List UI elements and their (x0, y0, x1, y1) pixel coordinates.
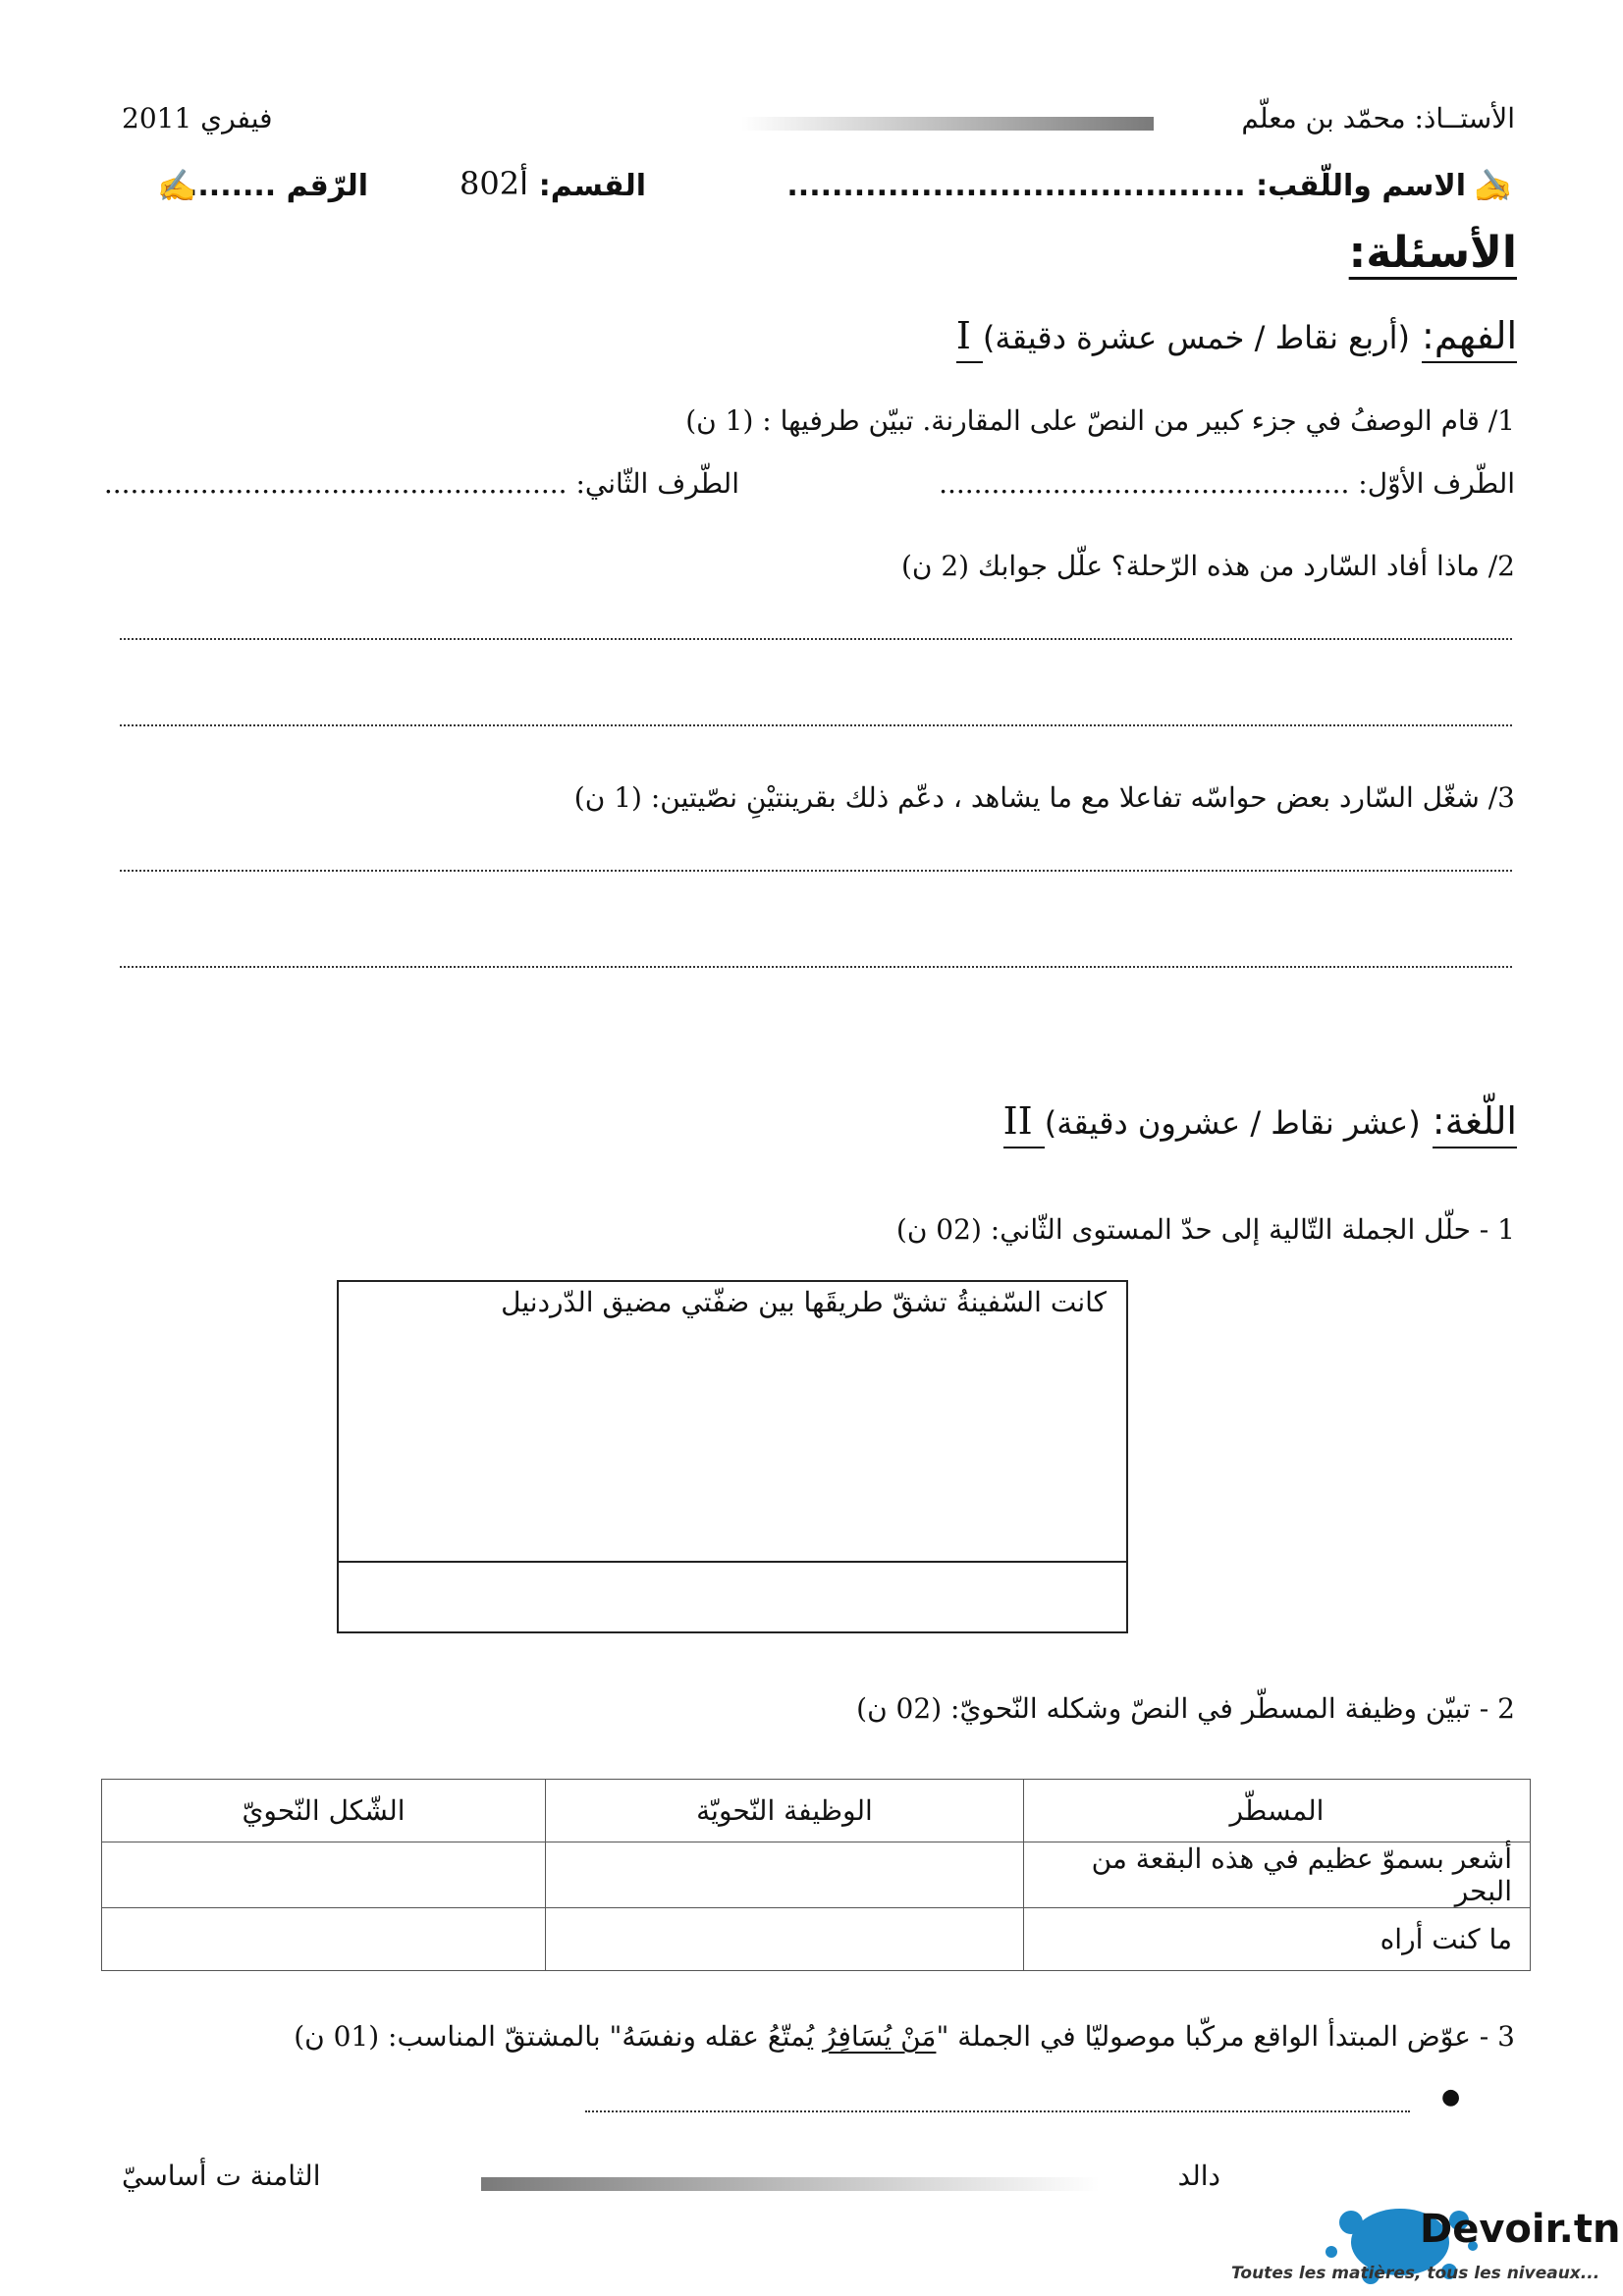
part1-q3: 3/ شغّل السّارد بعض حواسّه تفاعلا مع ما يشاهد ، دعّم ذلك بقرينتيْنِ نصّيتين: (1 ن) (573, 781, 1515, 814)
part1-q1: 1/ قام الوصفُ في جزء كبير من النصّ على المقارنة. تبيّن طرفيها : (1 ن) (685, 404, 1515, 437)
analysis-box-divider (339, 1561, 1126, 1563)
grammar-table (101, 1779, 1531, 1971)
part2-q3-prefix: 3 - عوّض المبتدأ الواقع مركّبا موصوليّا في الجملة " (936, 2020, 1515, 2053)
section-label: القسم: (538, 169, 646, 203)
logo-tagline: Toutes les matières, tous les niveaux... (1231, 2264, 1600, 2283)
answer-line[interactable] (120, 966, 1512, 968)
teacher-name: الأستــاذ: محمّد بن معلّم (1241, 102, 1515, 134)
col-header-function-form: الشّكل النّحويّ (102, 1780, 546, 1842)
table-cell-form[interactable] (102, 1842, 546, 1908)
part2-heading (1003, 1099, 1517, 1143)
table-cell-form[interactable] (102, 1908, 546, 1971)
footer-bar (481, 2177, 1100, 2191)
part2-title: اللّغة: (1432, 1099, 1517, 1143)
name-field[interactable]: الاسم واللّقب: ......................................... (786, 169, 1466, 203)
table-row (102, 1842, 1531, 1908)
col-header-function: الوظيفة النّحويّة (546, 1780, 1024, 1842)
part1-title: الفهم: (1422, 314, 1517, 357)
answer-line[interactable] (120, 870, 1512, 872)
logo-name: Devoir.tn (1420, 2207, 1621, 2252)
table-cell-function[interactable] (546, 1842, 1024, 1908)
pen-icon: ✍ (1474, 167, 1513, 204)
answer-line[interactable] (120, 638, 1512, 640)
part1-q1-side2[interactable]: الطّرف الثّاني: ..................................................... (103, 467, 739, 500)
questions-title: الأسئلة: (1348, 228, 1517, 278)
exam-date: فيفري 2011 (122, 102, 273, 134)
analysis-sentence: كانت السّفينةُ تشقّ طريقَها بين ضفّتي مضيق الدّردنيل (501, 1286, 1107, 1318)
devoir-logo (1214, 2195, 1621, 2293)
section-value: 8أ02 (460, 165, 528, 202)
part2-subtitle: (عشر نقاط / عشرون دقيقة) (1044, 1104, 1421, 1142)
part2-q3-underlined: مَنْ يُسَافِرُ (823, 2020, 937, 2053)
table-row (102, 1908, 1531, 1971)
part1-q1-side1[interactable]: الطّرف الأوّل: ............................................... (939, 467, 1515, 500)
table-cell-underlined: ما كنت أراه (1024, 1908, 1531, 1971)
part2-q3 (294, 2020, 1515, 2053)
part2-q1: 1 - حلّل الجملة التّالية إلى حدّ المستوى الثّاني: (02 ن) (895, 1213, 1515, 1246)
answer-line[interactable] (120, 724, 1512, 726)
answer-line[interactable] (585, 2110, 1410, 2112)
col-header-underlined: المسطّر (1024, 1780, 1531, 1842)
part1-q2: 2/ ماذا أفاد السّارد من هذه الرّحلة؟ علّل جوابك (2 ن) (900, 550, 1515, 582)
analysis-box[interactable] (337, 1280, 1128, 1633)
part1-heading (956, 314, 1517, 357)
part2-q2: 2 - تبيّن وظيفة المسطّر في النصّ وشكله النّحويّ: (02 ن) (856, 1692, 1515, 1725)
header-bar-right (741, 117, 1154, 131)
table-cell-underlined: أشعر بسموّ عظيم في هذه البقعة من البحر (1024, 1842, 1531, 1908)
pen-icon-left: ✍ (157, 167, 196, 204)
grade-level: الثامنة ت أساسيّ (122, 2160, 321, 2192)
part1-subtitle: (أربع نقاط / خمس عشرة دقيقة) (982, 319, 1410, 356)
number-field[interactable]: الرّقم ........ (187, 169, 368, 203)
table-cell-function[interactable] (546, 1908, 1024, 1971)
page-footer-label: دالد (1177, 2160, 1220, 2192)
part1-numeral: I (955, 314, 971, 357)
part2-q3-suffix: يُمتّعُ عقله ونفسَهُ" بالمشتقّ المناسب: (01 ن) (294, 2020, 824, 2053)
part2-numeral: II (1002, 1099, 1033, 1143)
bullet: ● (1441, 2085, 1461, 2109)
